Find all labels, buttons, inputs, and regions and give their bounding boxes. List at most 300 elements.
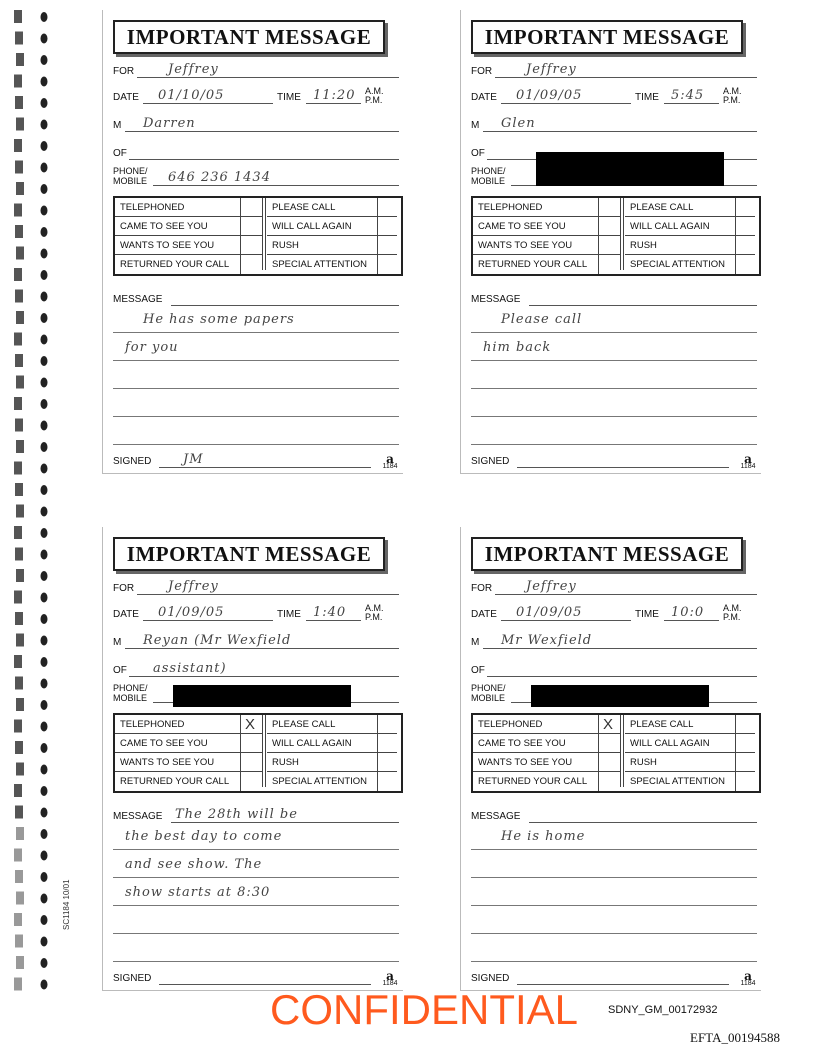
message-rule [113,416,399,417]
m-row [471,631,757,651]
spiral-binding-mark [15,870,23,883]
form-number: 1184 [382,980,398,987]
date-label: DATE [113,609,139,620]
rush-label: RUSH [625,236,735,255]
spiral-binding-hole [41,829,48,839]
signed-line [159,984,371,985]
spiral-binding-mark [16,118,24,131]
redaction-box [531,685,709,707]
for-line [137,594,399,595]
m-line [125,648,399,649]
of-label: OF [113,665,127,676]
telephoned-check-mark: X [245,716,256,733]
for-line [137,77,399,78]
for-row [471,577,757,597]
phone-label: PHONE/ [113,683,148,693]
spiral-binding-mark [16,440,24,453]
please-call-label: PLEASE CALL [267,198,377,217]
rush-checkbox [377,753,397,772]
spiral-binding-hole [41,786,48,796]
message-rule [471,416,757,417]
time-label: TIME [277,609,301,620]
am-label: A.M. [365,603,384,613]
date-label: DATE [471,609,497,620]
date-row [471,86,757,106]
spiral-binding-hole [41,270,48,280]
spiral-binding-mark [14,655,22,668]
message-row [471,288,757,308]
message-rule [113,905,399,906]
pm-label: P.M. [723,612,741,622]
came-to-see-checkbox [598,217,620,236]
spiral-binding-hole [41,571,48,581]
please-call-checkbox [377,715,397,734]
will-call-again-label: WILL CALL AGAIN [625,217,735,236]
pm-label: P.M. [365,95,383,105]
m-line [483,648,757,649]
date-value: 01/09/05 [516,88,583,103]
spiral-binding-hole [41,550,48,560]
returned-call-label: RETURNED YOUR CALL [478,776,588,787]
for-label: FOR [113,66,135,77]
spiral-binding-hole [41,141,48,151]
checkbox-grid [113,713,403,793]
spiral-binding-hole [41,636,48,646]
date-value: 01/09/05 [158,605,225,620]
wants-to-see-checkbox [240,236,262,255]
telephoned-label: TELEPHONED [115,198,240,217]
rush-label: RUSH [625,753,735,772]
signed-row [471,967,757,987]
for-value: Jeffrey [168,62,219,77]
message-rule [113,444,399,445]
side-form-code: SC1184 10/01 [62,879,71,930]
rush-checkbox [735,753,755,772]
phone-label: PHONE/ [471,166,506,176]
date-row [113,86,399,106]
came-to-see-label: CAME TO SEE YOU [473,734,598,753]
wants-to-see-label: WANTS TO SEE YOU [473,753,598,772]
spiral-binding-mark [14,462,22,475]
message-rule [113,849,399,850]
message-line [529,305,757,306]
spiral-binding-mark [14,75,22,88]
message-label: MESSAGE [471,811,521,822]
slip-title: IMPORTANT MESSAGE [113,537,385,571]
please-call-label: PLEASE CALL [625,198,735,217]
message-row [471,805,757,825]
telephoned-label: TELEPHONED [473,715,598,734]
for-value: Jeffrey [526,62,577,77]
phone-label: PHONE/ [471,683,506,693]
message-rule [113,388,399,389]
time-line [306,103,361,104]
grid-divider [620,715,624,787]
spiral-binding-hole [41,593,48,603]
date-line [143,103,273,104]
spiral-binding-hole [41,163,48,173]
spiral-binding [0,0,80,1000]
special-attention-label: SPECIAL ATTENTION [272,776,368,787]
am-label: A.M. [723,86,742,96]
message-rule [471,933,757,934]
form-logo [379,452,401,471]
pm-label: P.M. [365,612,383,622]
m-value: Reyan (Mr Wexfield [143,633,292,648]
m-line [125,131,399,132]
spiral-binding-hole [41,937,48,947]
m-value: Glen [501,116,536,131]
spiral-binding-hole [41,915,48,925]
will-call-again-label: WILL CALL AGAIN [267,734,377,753]
message-rule [471,849,757,850]
telephoned-label: TELEPHONED [473,198,598,217]
spiral-binding-hole [41,335,48,345]
special-attention-checkbox [377,255,397,274]
special-attention-checkbox [377,772,397,791]
redaction-box [173,685,351,707]
will-call-again-checkbox [735,734,755,753]
signed-label: SIGNED [113,973,152,984]
m-label: M [471,637,480,648]
signed-row [113,450,399,470]
signed-value: JM [183,452,204,467]
time-label: TIME [635,609,659,620]
spiral-binding-hole [41,12,48,22]
spiral-binding-hole [41,980,48,990]
spiral-binding-hole [41,55,48,65]
spiral-binding-hole [41,679,48,689]
spiral-binding-hole [41,249,48,259]
spiral-binding-hole [41,528,48,538]
message-rule [471,877,757,878]
date-line [143,620,273,621]
spiral-binding-mark [15,96,23,109]
spiral-binding-mark [15,677,23,690]
date-line [501,620,631,621]
returned-call-checkbox [598,772,620,791]
wants-to-see-label: WANTS TO SEE YOU [473,236,598,255]
m-value: Mr Wexfield [501,633,593,648]
spiral-binding-mark [16,763,24,776]
for-label: FOR [471,583,493,594]
efta-number: EFTA_00194588 [690,1030,780,1045]
m-label: M [113,637,122,648]
will-call-again-checkbox [377,734,397,753]
date-label: DATE [471,92,497,103]
mobile-label: MOBILE [113,693,148,703]
spiral-binding-hole [41,356,48,366]
spiral-binding-mark [16,827,24,840]
telephoned-checkbox [240,198,262,217]
spiral-binding-mark [15,935,23,948]
am-label: A.M. [365,86,384,96]
spiral-binding-hole [41,765,48,775]
spiral-binding-hole [41,743,48,753]
special-attention-checkbox [735,772,755,791]
time-value: 10:0 [671,605,705,620]
spiral-binding-hole [41,722,48,732]
message-line [171,822,399,823]
spiral-binding-hole [41,851,48,861]
message-row [113,805,399,825]
spiral-binding-mark [16,634,24,647]
of-line [129,159,399,160]
time-line [664,620,719,621]
message-line [171,305,399,306]
for-line [495,594,757,595]
phone-label: PHONE/ [113,166,148,176]
spiral-binding-mark [14,849,22,862]
telephoned-check-mark: X [603,716,614,733]
message-text: He is home [501,829,586,844]
spiral-binding-mark [16,505,24,518]
returned-call-label: RETURNED YOUR CALL [478,259,588,270]
spiral-binding-hole [41,34,48,44]
form-number: 1184 [740,463,756,470]
spiral-binding-mark [16,956,24,969]
spiral-binding-mark [14,139,22,152]
grid-divider [262,715,266,787]
came-to-see-checkbox [598,734,620,753]
for-label: FOR [113,583,135,594]
spiral-binding-hole [41,421,48,431]
spiral-binding-mark [16,53,24,66]
spiral-binding-hole [41,292,48,302]
date-label: DATE [113,92,139,103]
spiral-binding-mark [15,290,23,303]
pm-label: P.M. [723,95,741,105]
rush-label: RUSH [267,236,377,255]
spiral-binding-mark [14,268,22,281]
m-label: M [471,120,480,131]
spiral-binding-hole [41,464,48,474]
spiral-binding-hole [41,700,48,710]
please-call-checkbox [377,198,397,217]
of-line [129,676,399,677]
spiral-binding-mark [15,741,23,754]
spiral-binding-hole [41,399,48,409]
returned-call-label: RETURNED YOUR CALL [120,259,230,270]
please-call-label: PLEASE CALL [625,715,735,734]
checkbox-grid [471,196,761,276]
of-label: OF [471,665,485,676]
signed-line [517,984,729,985]
m-value: Darren [143,116,196,131]
message-label: MESSAGE [113,294,163,305]
message-rule [471,332,757,333]
confidential-stamp: CONFIDENTIAL [270,986,579,1033]
spiral-binding-mark [15,612,23,625]
returned-call-label: RETURNED YOUR CALL [120,776,230,787]
bates-number: SDNY_GM_00172932 [608,1004,718,1016]
adams-logo-icon: a [386,969,394,983]
spiral-binding-mark [16,892,24,905]
time-value: 5:45 [671,88,705,103]
mobile-label: MOBILE [471,176,506,186]
message-slip [102,10,403,474]
spiral-binding-mark [14,720,22,733]
for-line [495,77,757,78]
message-rule [113,360,399,361]
m-label: M [113,120,122,131]
for-label: FOR [471,66,493,77]
came-to-see-checkbox [240,734,262,753]
wants-to-see-checkbox [598,753,620,772]
m-row [471,114,757,134]
adams-logo-icon: a [744,969,752,983]
spiral-binding-hole [41,184,48,194]
of-row [113,659,399,679]
spiral-binding-hole [41,442,48,452]
wants-to-see-label: WANTS TO SEE YOU [115,236,240,255]
message-text: He has some papers [143,312,295,327]
message-rule [471,961,757,962]
spiral-binding-mark [15,806,23,819]
spiral-binding-hole [41,378,48,388]
telephoned-label: TELEPHONED [115,715,240,734]
spiral-binding-mark [14,526,22,539]
time-line [664,103,719,104]
of-line [487,676,757,677]
rush-checkbox [377,236,397,255]
checkbox-grid [113,196,403,276]
of-label: OF [471,148,485,159]
special-attention-checkbox [735,255,755,274]
spiral-binding-mark [15,32,23,45]
returned-call-checkbox [240,255,262,274]
rush-label: RUSH [267,753,377,772]
spiral-binding-hole [41,227,48,237]
spiral-binding-mark [16,376,24,389]
spiral-binding-mark [16,182,24,195]
message-text: for you [125,340,179,355]
spiral-binding-mark [15,483,23,496]
came-to-see-label: CAME TO SEE YOU [115,217,240,236]
message-text: the best day to come [125,829,283,844]
will-call-again-checkbox [735,217,755,236]
slip-title: IMPORTANT MESSAGE [471,537,743,571]
form-number: 1184 [382,463,398,470]
slip-title: IMPORTANT MESSAGE [113,20,385,54]
m-row [113,631,399,651]
message-rule [113,933,399,934]
spiral-binding-hole [41,206,48,216]
special-attention-label: SPECIAL ATTENTION [630,776,726,787]
spiral-binding-mark [15,548,23,561]
spiral-binding-hole [41,98,48,108]
message-row [113,288,399,308]
signed-line [159,467,371,468]
date-line [501,103,631,104]
spiral-binding-hole [41,872,48,882]
checkbox-grid [471,713,761,793]
am-label: A.M. [723,603,742,613]
m-row [113,114,399,134]
message-rule [113,961,399,962]
form-logo [737,969,759,988]
spiral-binding-mark [16,698,24,711]
spiral-binding-hole [41,485,48,495]
signed-row [471,450,757,470]
special-attention-label: SPECIAL ATTENTION [272,259,368,270]
came-to-see-checkbox [240,217,262,236]
phone-row [113,164,399,188]
mobile-label: MOBILE [471,693,506,703]
phone-line [153,185,399,186]
came-to-see-label: CAME TO SEE YOU [115,734,240,753]
form-number: 1184 [740,980,756,987]
spiral-binding-hole [41,958,48,968]
spiral-binding-mark [14,591,22,604]
date-value: 01/10/05 [158,88,225,103]
message-rule [113,877,399,878]
for-row [471,60,757,80]
spiral-binding-mark [16,247,24,260]
time-value: 11:20 [313,88,356,103]
time-label: TIME [277,92,301,103]
message-line-text: The 28th will be [175,807,298,822]
spiral-binding-hole [41,120,48,130]
date-value: 01/09/05 [516,605,583,620]
message-slip [460,527,761,991]
grid-divider [262,198,266,270]
slip-title: IMPORTANT MESSAGE [471,20,743,54]
spiral-binding-mark [14,913,22,926]
for-value: Jeffrey [526,579,577,594]
spiral-binding-mark [14,204,22,217]
please-call-checkbox [735,715,755,734]
message-rule [471,360,757,361]
spiral-binding-hole [41,507,48,517]
phone-value: 646 236 1434 [168,170,271,185]
for-value: Jeffrey [168,579,219,594]
of-row [471,659,757,679]
date-row [113,603,399,623]
time-value: 1:40 [313,605,347,620]
m-line [483,131,757,132]
adams-logo-icon: a [386,452,394,466]
came-to-see-label: CAME TO SEE YOU [473,217,598,236]
rush-checkbox [735,236,755,255]
spiral-binding-mark [14,397,22,410]
will-call-again-checkbox [377,217,397,236]
message-slip [460,10,761,474]
signed-row [113,967,399,987]
redaction-box [536,152,724,186]
spiral-binding-mark [14,784,22,797]
spiral-binding-mark [15,225,23,238]
spiral-binding-hole [41,313,48,323]
spiral-binding-mark [14,978,22,991]
message-text: show starts at 8:30 [125,885,271,900]
grid-divider [620,198,624,270]
message-slip [102,527,403,991]
of-value: assistant) [153,661,227,676]
wants-to-see-checkbox [598,236,620,255]
message-rule [113,332,399,333]
for-row [113,60,399,80]
spiral-binding-hole [41,808,48,818]
message-text: him back [483,340,552,355]
message-rule [471,905,757,906]
will-call-again-label: WILL CALL AGAIN [267,217,377,236]
spiral-binding-mark [16,311,24,324]
spiral-binding-mark [16,569,24,582]
adams-logo-icon: a [744,452,752,466]
message-label: MESSAGE [113,811,163,822]
signed-line [517,467,729,468]
